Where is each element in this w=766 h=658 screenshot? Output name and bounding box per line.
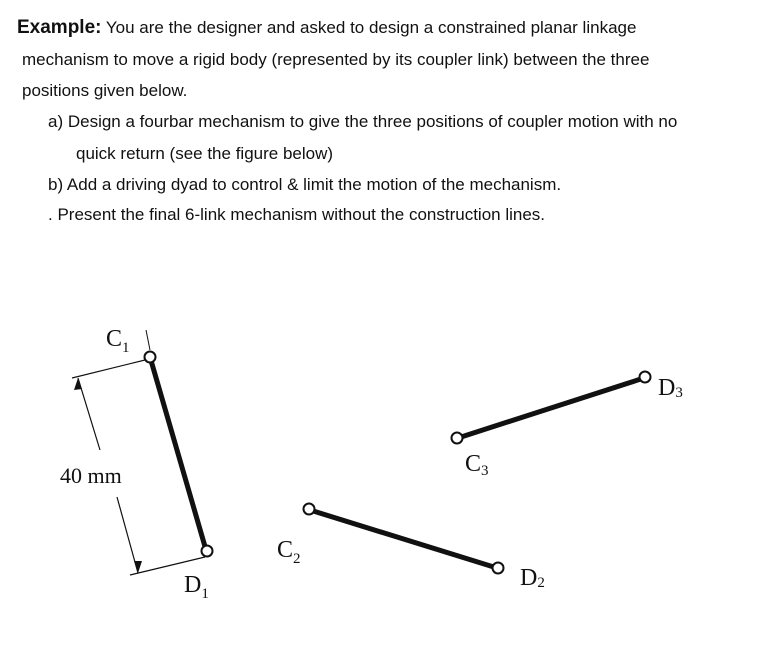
label-d3: D3	[658, 375, 683, 401]
dimension-arrow-bottom	[134, 561, 142, 573]
intro-text-1: You are the designer and asked to design a constrained planar linkage	[101, 18, 637, 37]
coupler-link-position-3	[458, 378, 644, 438]
c1-tick	[146, 330, 150, 350]
intro-line-2: mechanism to move a rigid body (represented by its coupler link) between the three	[22, 50, 650, 69]
extension-line-top	[72, 360, 145, 378]
note-line: . Present the final 6-link mechanism without the construction lines.	[48, 205, 546, 224]
coupler-link-position-1	[150, 357, 206, 550]
dimension-arrow-top	[74, 378, 82, 390]
label-c2: $C_2$	[277, 537, 301, 567]
joint-c1	[145, 352, 156, 363]
dimension-annotation	[72, 330, 205, 575]
dimension-label: 40 mm	[60, 463, 122, 488]
joint-c3	[452, 433, 463, 444]
example-heading: Example:	[17, 17, 102, 38]
label-d2: D2	[520, 565, 545, 591]
joint-d3	[640, 372, 651, 383]
part-a-line-2: quick return (see the figure below)	[76, 144, 334, 163]
part-b-line: b) Add a driving dyad to control & limit the motion of the mechanism.	[48, 175, 562, 194]
joint-d1	[202, 546, 213, 557]
label-d1: $D_1$	[184, 572, 209, 602]
joint-d2	[493, 563, 504, 574]
intro-line-3: positions given below.	[22, 81, 188, 100]
coupler-link-position-2	[310, 510, 497, 568]
label-c1: $C_1$	[106, 326, 130, 356]
part-a-line-1: a) Design a fourbar mechanism to give the three positions of coupler motion with no	[48, 112, 678, 131]
label-c3: C3	[465, 451, 489, 479]
joint-c2	[304, 504, 315, 515]
